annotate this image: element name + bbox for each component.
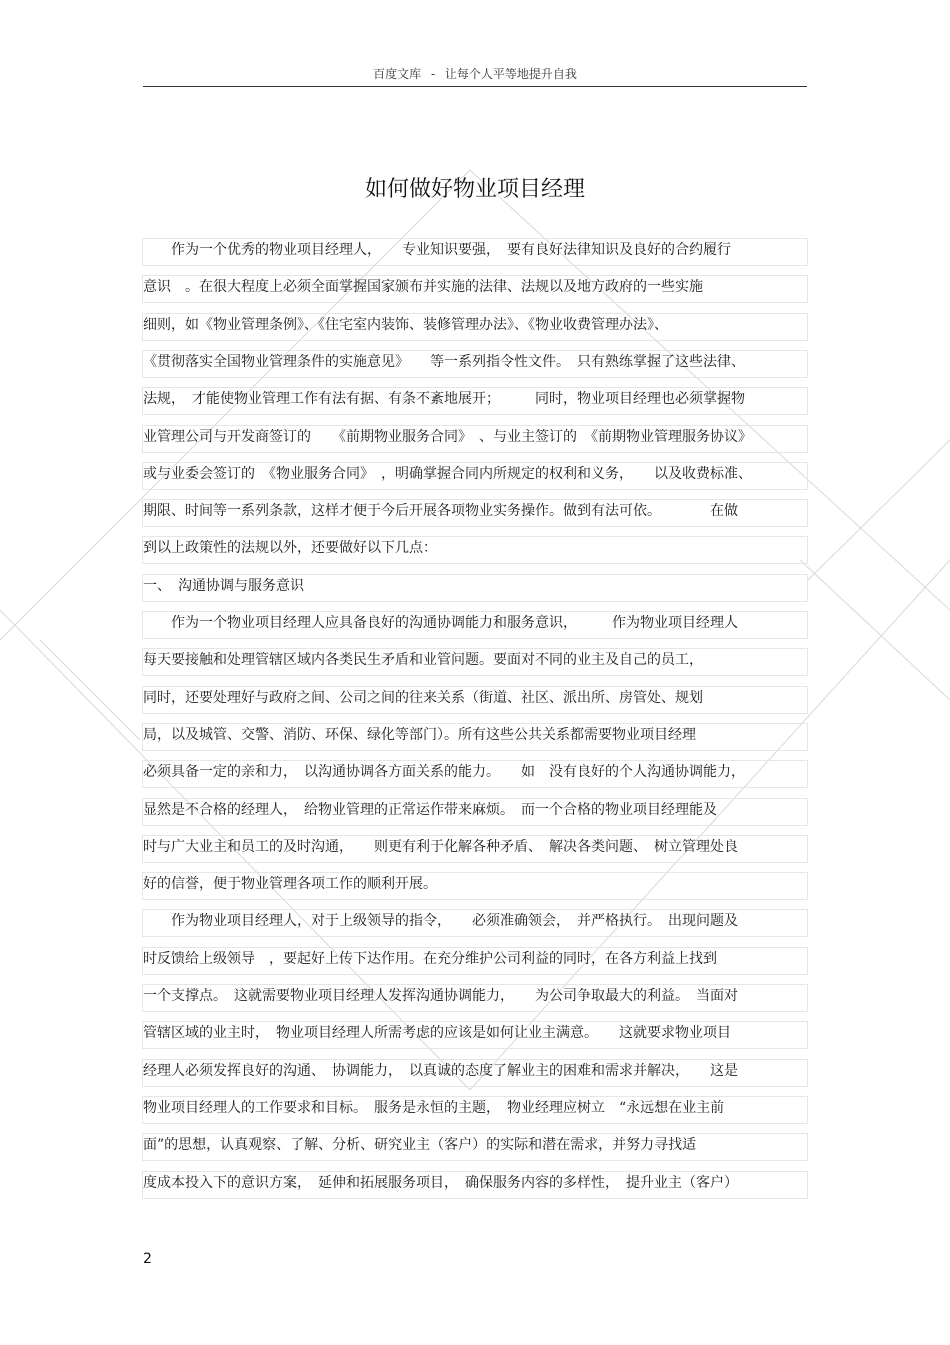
page-number: 2 <box>143 1251 152 1267</box>
text-line: 作为一个优秀的物业项目经理人， 专业知识要强， 要有良好法律知识及良好的合约履行 <box>143 242 731 258</box>
text-line: 管辖区域的业主时， 物业项目经理人所需考虑的应该是如何让业主满意。 这就要求物业项目 <box>143 1025 731 1041</box>
text-line: 面”的思想，认真观察、了解、分析、研究业主（客户）的实际和潜在需求，并努力寻找适 <box>143 1137 697 1153</box>
text-line: 一、 沟通协调与服务意识 <box>143 578 304 594</box>
header-slogan: 让每个人平等地提升自我 <box>444 67 577 81</box>
text-line: 法规， 才能使物业管理工作有法有据、有条不紊地展开； 同时，物业项目经理也必须掌握物 <box>143 391 745 407</box>
text-line: 每天要接触和处理管辖区域内各类民生矛盾和业管问题。要面对不同的业主及自己的员工， <box>143 652 703 668</box>
text-line: 局，以及城管、交警、消防、环保、绿化等部门）。所有这些公共关系都需要物业项目经理 <box>143 727 696 743</box>
text-line: 到以上政策性的法规以外，还要做好以下几点： <box>143 540 437 556</box>
text-line: 显然是不合格的经理人， 给物业管理的正常运作带来麻烦。 而一个合格的物业项目经理能及 <box>143 802 717 818</box>
text-line: 作为一个物业项目经理人应具备良好的沟通协调能力和服务意识， 作为物业项目经理人 <box>143 615 738 631</box>
text-line: 期限、时间等一系列条款，这样才便于今后开展各项物业实务操作。做到有法可依。 在做 <box>143 503 738 519</box>
text-line: 业管理公司与开发商签订的 《前期物业服务合同》 、与业主签订的 《前期物业管理服务协议》 <box>143 429 752 445</box>
header-site: 百度文库 <box>373 67 422 81</box>
text-line: 一个支撑点。 这就需要物业项目经理人发挥沟通协调能力， 为公司争取最大的利益。 当面对 <box>143 988 738 1004</box>
page-header <box>143 64 807 87</box>
text-line: 细则，如《物业管理条例》、《住宅室内装饰、装修管理办法》、《物业收费管理办法》、 <box>143 317 668 333</box>
document-title: 如何做好物业项目经理 <box>364 177 585 202</box>
text-line: 《贯彻落实全国物业管理条件的实施意见》 等一系列指令性文件。 只有熟练掌握了这些法律、 <box>143 354 745 370</box>
text-line: 时与广大业主和员工的及时沟通， 则更有利于化解各种矛盾、 解决各类问题、 树立管理处良 <box>143 839 738 855</box>
header-separator: - <box>430 67 436 81</box>
text-line: 经理人必须发挥良好的沟通、 协调能力， 以真诚的态度了解业主的困难和需求并解决， 这是 <box>143 1063 738 1079</box>
text-line: 同时，还要处理好与政府之间、公司之间的往来关系（街道、社区、派出所、房管处、规划 <box>143 690 703 706</box>
text-line: 作为物业项目经理人，对于上级领导的指令， 必须准确领会， 并严格执行。 出现问题及 <box>143 913 738 929</box>
text-line: 度成本投入下的意识方案， 延伸和拓展服务项目， 确保服务内容的多样性， 提升业主（客户） <box>143 1175 738 1191</box>
text-line: 意识 。在很大程度上必须全面掌握国家颁布并实施的法律、法规以及地方政府的一些实施 <box>143 279 703 295</box>
text-line: 或与业委会签订的 《物业服务合同》 ，明确掌握合同内所规定的权利和义务， 以及收费标准、 <box>143 466 752 482</box>
text-line: 必须具备一定的亲和力， 以沟通协调各方面关系的能力。 如 没有良好的个人沟通协调能力， <box>143 764 745 780</box>
text-line: 好的信誉，便于物业管理各项工作的顺利开展。 <box>143 876 437 892</box>
text-line: 物业项目经理人的工作要求和目标。 服务是永恒的主题， 物业经理应树立 “永远想在业主前 <box>143 1100 725 1116</box>
text-line: 时反馈给上级领导 ，要起好上传下达作用。在充分维护公司利益的同时，在各方利益上找到 <box>143 951 717 967</box>
